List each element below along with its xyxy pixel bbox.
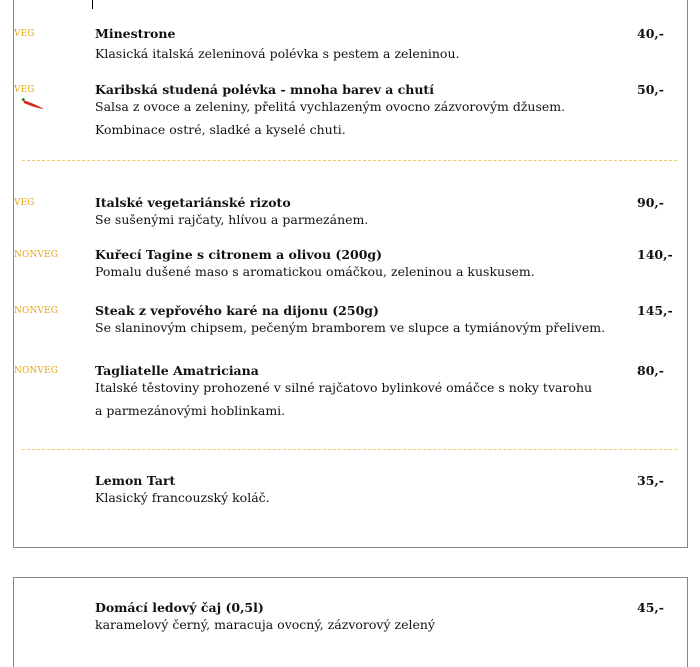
item-price: 90,-: [637, 195, 664, 210]
description-line: karamelový černý, maracuja ovocný, zázvorový zelený: [95, 617, 435, 632]
item-price: 35,-: [637, 473, 664, 488]
text-cursor: [92, 0, 93, 9]
item-price: 40,-: [637, 26, 664, 41]
description-line: a parmezánovými hoblinkami.: [95, 403, 286, 418]
chili-pepper-icon: [21, 97, 47, 111]
item-name: Italské vegetariánské rizoto: [95, 195, 291, 210]
description-line: Italské těstoviny prohozené v silné rajčatovo bylinkové omáčce s noky tvarohu: [95, 380, 593, 395]
item-name: Lemon Tart: [95, 473, 176, 488]
item-description: [95, 260, 655, 283]
description-line: Pomalu dušené maso s aromatickou omáčkou, zeleninou a kuskusem.: [95, 264, 535, 279]
item-description: [95, 486, 655, 509]
item-price: 140,-: [637, 247, 673, 262]
item-name: Minestrone: [95, 26, 176, 41]
item-price: 145,-: [637, 303, 673, 318]
diet-tag: VEG: [14, 198, 35, 208]
item-description: [95, 613, 655, 636]
item-description: [95, 208, 655, 231]
item-description: [95, 95, 655, 141]
item-price: 80,-: [637, 363, 664, 378]
description-line: Klasický francouzský koláč.: [95, 490, 270, 505]
item-price: 45,-: [637, 600, 664, 615]
diet-tag: VEG: [14, 85, 35, 95]
description-line: Se slaninovým chipsem, pečeným bramborem ve slupce a tymiánovým přelivem.: [95, 320, 606, 335]
item-description: [95, 316, 655, 339]
item-name: Karibská studená polévka - mnoha barev a chutí: [95, 82, 434, 97]
item-name: Tagliatelle Amatriciana: [95, 363, 259, 378]
item-name: Domácí ledový čaj (0,5l): [95, 600, 264, 615]
section-divider: [22, 449, 677, 450]
description-line: Salsa z ovoce a zeleniny, přelitá vychlazeným ovocno zázvorovým džusem.: [95, 99, 566, 114]
diet-tag: NONVEG: [14, 306, 58, 316]
item-name: Kuřecí Tagine s citronem a olivou (200g): [95, 247, 383, 262]
section-divider: [22, 160, 677, 161]
item-name: Steak z vepřového karé na dijonu (250g): [95, 303, 379, 318]
document-page-1: [13, 0, 688, 548]
diet-tag: VEG: [14, 29, 35, 39]
description-line: Se sušenými rajčaty, hlívou a parmezánem.: [95, 212, 369, 227]
item-price: 50,-: [637, 82, 664, 97]
item-description: [95, 42, 655, 65]
diet-tag: NONVEG: [14, 250, 58, 260]
document-page-2: [13, 577, 688, 667]
description-line: Klasická italská zeleninová polévka s pestem a zeleninou.: [95, 46, 460, 61]
diet-tag: NONVEG: [14, 366, 58, 376]
item-description: [95, 376, 655, 422]
description-line: Kombinace ostré, sladké a kyselé chuti.: [95, 122, 346, 137]
